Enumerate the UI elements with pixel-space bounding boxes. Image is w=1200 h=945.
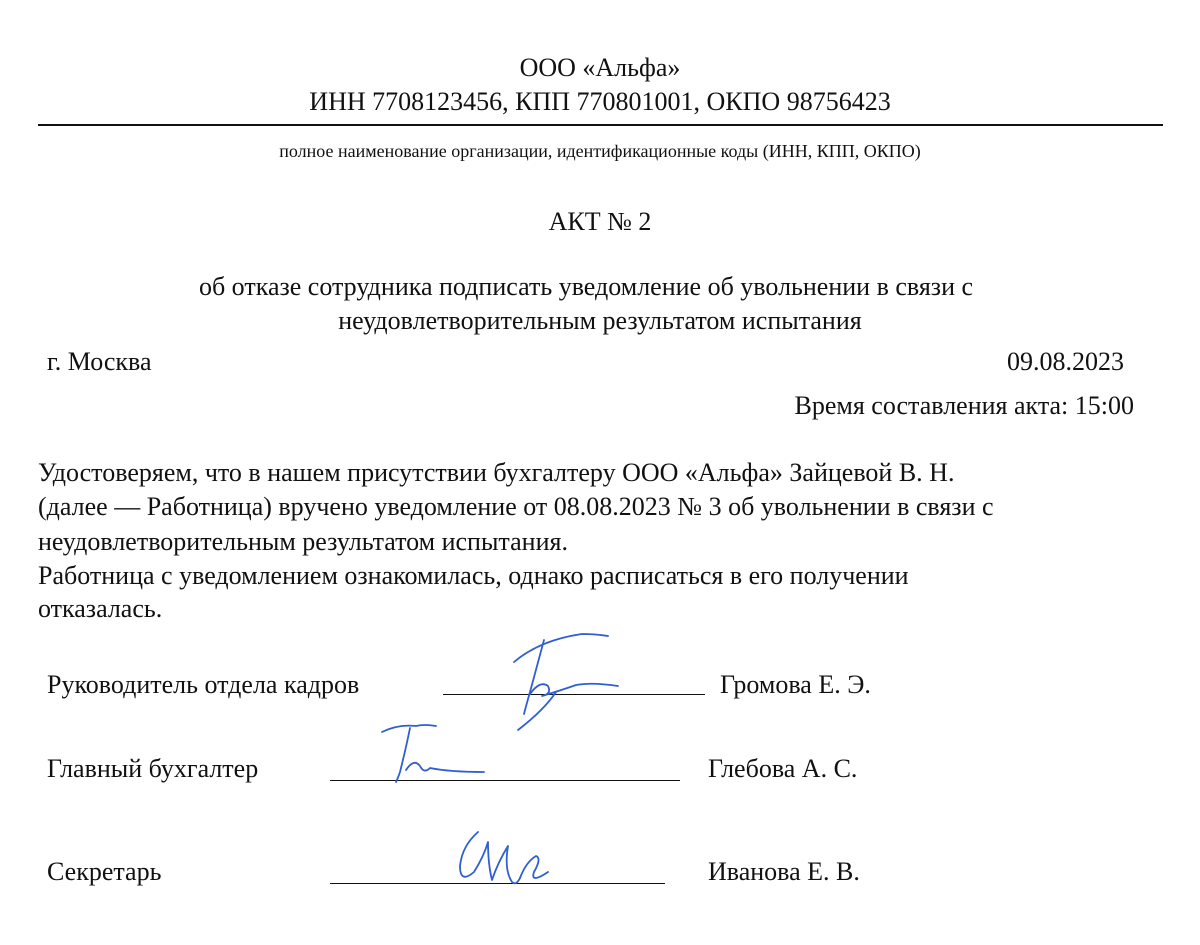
city: г. Москва	[47, 347, 152, 376]
body-line-2: (далее — Работница) вручено уведомление от 08.08.2023 № 3 об увольнении в связи с	[38, 492, 994, 521]
body-line-5: отказалась.	[38, 594, 163, 623]
signer-position: Главный бухгалтер	[47, 754, 259, 783]
signer-name: Иванова Е. В.	[708, 857, 860, 886]
handwritten-signature	[500, 630, 640, 740]
organization-codes: ИНН 7708123456, КПП 770801001, ОКПО 98756423	[309, 87, 891, 116]
act-time: Время составления акта: 15:00	[794, 391, 1134, 420]
handwritten-signature	[380, 720, 500, 790]
body-line-3: неудовлетворительным результатом испытания.	[38, 527, 568, 556]
body-line-4: Работница с уведомлением ознакомилась, однако расписаться в его получении	[38, 561, 909, 590]
act-subtitle-line2: неудовлетворительным результатом испытания	[338, 306, 862, 335]
act-subtitle-line1: об отказе сотрудника подписать уведомление об увольнении в связи с	[198, 272, 974, 301]
signer-position: Руководитель отдела кадров	[47, 670, 360, 699]
organization-caption: полное наименование организации, идентификационные коды (ИНН, КПП, ОКПО)	[279, 141, 921, 161]
header-divider	[38, 124, 1163, 126]
handwritten-signature	[450, 828, 560, 893]
signer-name: Глебова А. С.	[708, 754, 858, 783]
body-line-1: Удостоверяем, что в нашем присутствии бухгалтеру ООО «Альфа» Зайцевой В. Н.	[38, 458, 955, 487]
signer-position: Секретарь	[47, 857, 162, 886]
act-title: АКТ № 2	[548, 207, 652, 236]
act-date: 09.08.2023	[1007, 347, 1124, 376]
organization-name: ООО «Альфа»	[519, 53, 681, 82]
signer-name: Громова Е. Э.	[720, 670, 871, 699]
